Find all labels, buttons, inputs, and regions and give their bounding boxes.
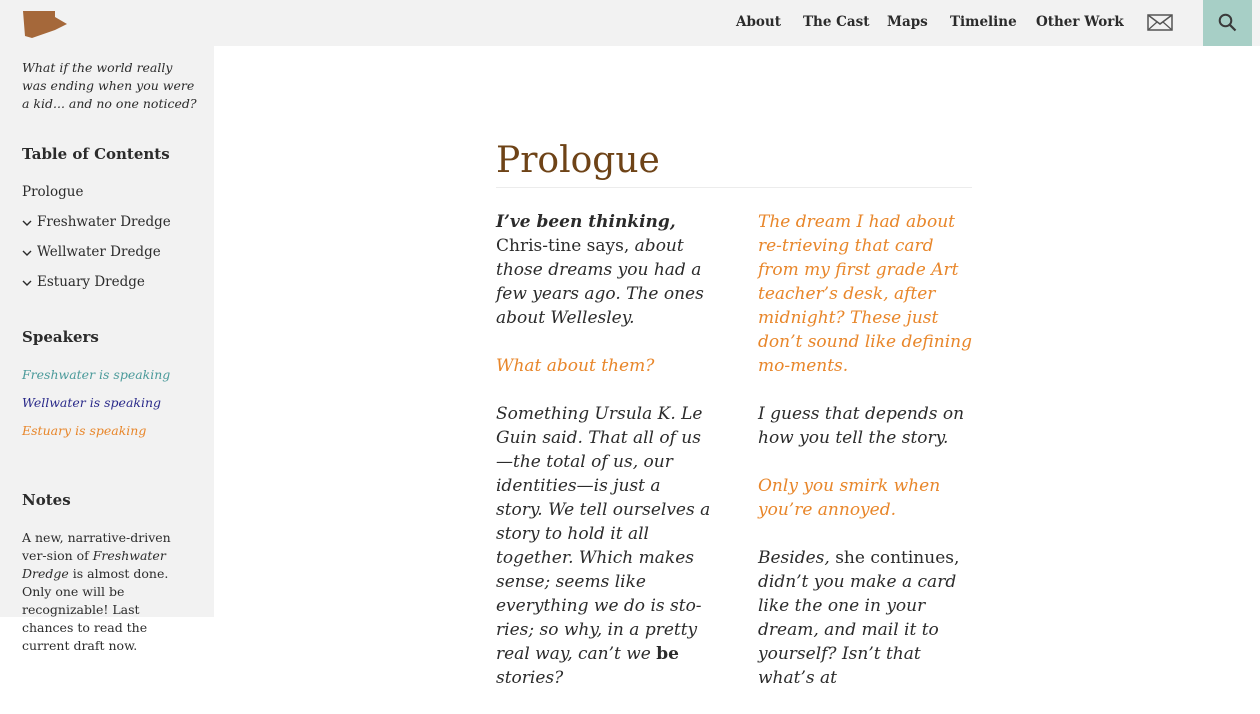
chevron-down-icon[interactable] (22, 249, 32, 257)
nav-other-work[interactable]: Other Work (1036, 14, 1124, 30)
paragraph (758, 546, 973, 690)
paragraph (496, 402, 711, 690)
emphasis-bold: be (656, 644, 679, 664)
story-column-left (496, 210, 711, 714)
attribution-text: Chris-tine says, (496, 236, 635, 256)
notes-text (22, 529, 192, 655)
paragraph (496, 210, 711, 330)
dialogue-text: stories? (496, 668, 564, 688)
paragraph: I guess that depends on how you tell the story. (758, 404, 965, 448)
speaker-wellwater-link[interactable]: Wellwater is speaking (22, 395, 162, 410)
page-title: Prologue (496, 140, 660, 181)
story-column-right (758, 210, 973, 714)
dialogue-text: Something Ursula K. Le Guin said. That all of us—the total of us, our identities—is just a story. We tell ourselves a story to hold it all together. Which makes sense; seems like everything we do is sto-ries; so why, in a pretty real way, can’t we (496, 404, 711, 664)
paragraph-estuary: What about them? (496, 356, 655, 376)
chevron-down-icon[interactable] (22, 279, 32, 287)
sidebar (0, 0, 214, 653)
dialogue-text: Besides, (758, 548, 830, 568)
toc-item-wellwater-dredge[interactable]: Wellwater Dredge (37, 244, 161, 260)
nav-maps[interactable]: Maps (887, 14, 928, 30)
nav-timeline[interactable]: Timeline (950, 14, 1017, 30)
envelope-icon[interactable] (1147, 14, 1173, 31)
speakers-heading: Speakers (22, 328, 99, 346)
paragraph-estuary: Only you smirk when you’re annoyed. (758, 476, 941, 520)
dialogue-text: didn’t you make a card like the one in your dream, and mail it to yourself? Isn’t that what’s at (758, 572, 957, 688)
nav-about[interactable]: About (736, 14, 781, 30)
attribution-text: she continues, (829, 548, 960, 568)
paragraph-estuary: The dream I had about re-trieving that card from my first grade Art teacher’s desk, after midnight? These just don’t sound like defining mo-ments. (758, 212, 972, 376)
magnifier-icon (1218, 13, 1237, 32)
site-logo-icon[interactable] (22, 10, 68, 39)
nav-the-cast[interactable]: The Cast (803, 14, 870, 30)
speaker-lead-bold: I’ve been thinking, (496, 212, 676, 232)
toc-item-freshwater-dredge[interactable]: Freshwater Dredge (37, 214, 171, 230)
dialogue-text: about those dreams you had a few years ago. The ones about Wellesley. (496, 236, 704, 328)
notes-heading: Notes (22, 491, 71, 509)
site-tagline: What if the world really was ending when you were a kid... and no one noticed? (22, 60, 197, 111)
title-divider (496, 187, 972, 188)
speaker-freshwater-link[interactable]: Freshwater is speaking (22, 367, 171, 382)
notes-text-pre: A new, narrative-driven ver-sion of (22, 530, 171, 563)
toc-item-prologue[interactable]: Prologue (22, 184, 84, 200)
chevron-down-icon[interactable] (22, 219, 32, 227)
speaker-estuary-link[interactable]: Estuary is speaking (22, 423, 147, 438)
search-button[interactable] (1203, 0, 1252, 46)
toc-heading: Table of Contents (22, 145, 170, 163)
toc-item-estuary-dredge[interactable]: Estuary Dredge (37, 274, 145, 290)
notes-text-post: is almost done. Only one will be recognizable! Last chances to read the current draft now. (22, 566, 169, 653)
notes-book-title[interactable]: Freshwater Dredge (22, 548, 166, 581)
